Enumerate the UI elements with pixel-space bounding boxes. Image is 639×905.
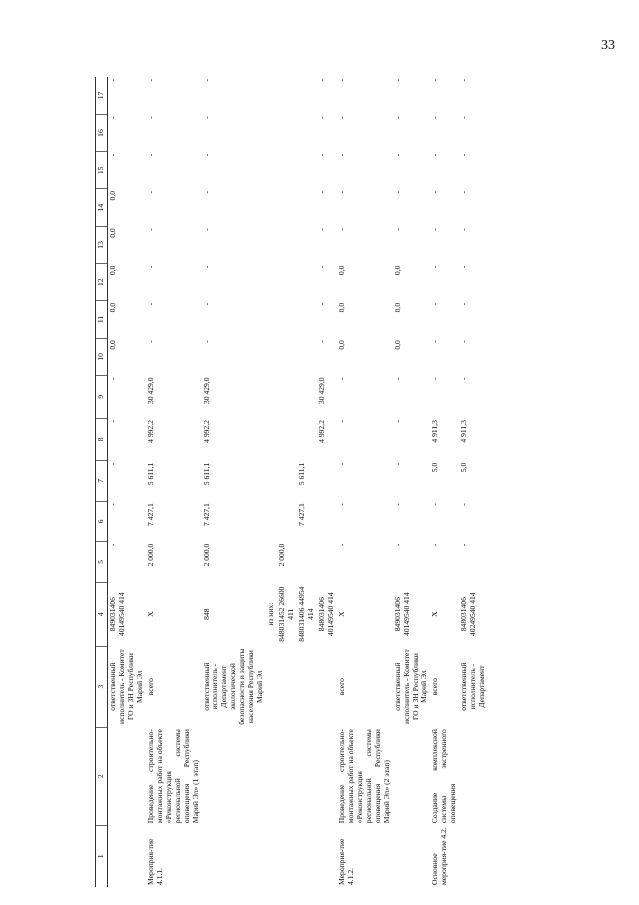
amount-cell: - xyxy=(201,116,211,119)
col-header: 1 xyxy=(96,825,108,887)
amount-cell xyxy=(297,542,317,583)
amount-cell: 5,0 xyxy=(459,462,469,473)
amount-cell: 0,0 xyxy=(336,302,346,313)
amount-cell: 0,0 xyxy=(108,302,117,313)
col-header: 15 xyxy=(96,152,108,189)
amount-cell: - xyxy=(201,228,211,231)
event-code-cell xyxy=(202,825,267,887)
amount-cell: - xyxy=(392,228,402,231)
amount-cell: - xyxy=(108,153,117,157)
event-name-cell: Проведение строительно-монтажных работ на объекте «Реконструкция региональной системы оповещения Республики Марий Эл» (1 этап) xyxy=(145,729,200,824)
amount-cell: 2 000,0 xyxy=(145,543,155,567)
amount-cell: - xyxy=(201,79,211,82)
budget-code-cell: 848 xyxy=(201,608,211,620)
col-header: 14 xyxy=(96,189,108,226)
page-number: 33 xyxy=(601,38,615,53)
amount-cell xyxy=(317,461,337,502)
amount-cell xyxy=(297,264,317,301)
amount-cell: - xyxy=(108,462,117,466)
amount-cell: 5,0 xyxy=(430,462,440,473)
amount-cell: - xyxy=(145,153,155,157)
amount-cell xyxy=(277,189,297,226)
amount-cell: - xyxy=(459,340,469,343)
amount-cell: - xyxy=(108,79,117,82)
amount-cell xyxy=(277,264,297,301)
amount-cell xyxy=(266,114,277,151)
amount-cell: 4 911,3 xyxy=(459,420,469,443)
col-header: 9 xyxy=(96,375,108,418)
amount-cell: - xyxy=(430,265,440,269)
amount-cell: - xyxy=(392,543,402,547)
budget-code-cell: 848031452 26600 411 xyxy=(277,586,296,642)
amount-cell xyxy=(266,77,277,114)
amount-cell: - xyxy=(201,340,211,343)
event-code-cell xyxy=(266,825,277,887)
amount-cell: - xyxy=(316,116,326,119)
amount-cell: - xyxy=(430,377,440,380)
amount-cell: - xyxy=(336,79,346,82)
amount-cell: - xyxy=(145,340,155,343)
amount-cell: - xyxy=(336,116,346,119)
amount-cell: - xyxy=(108,377,117,380)
amount-cell: 0,0 xyxy=(336,340,346,350)
table-body xyxy=(108,77,489,887)
col-header: 3 xyxy=(96,646,108,727)
executor-cell: ответственный исполнитель - Департамент xyxy=(459,662,487,711)
amount-cell: - xyxy=(145,302,155,306)
amount-cell: 4 992,2 xyxy=(201,420,211,443)
col-header: 12 xyxy=(96,264,108,301)
amount-cell: 5 611,1 xyxy=(297,462,307,486)
amount-cell: - xyxy=(430,302,440,306)
col-header: 8 xyxy=(96,418,108,461)
amount-cell: - xyxy=(459,265,469,269)
amount-cell: 2 000,0 xyxy=(277,543,287,567)
amount-cell: 2 000,0 xyxy=(201,543,211,567)
event-code-cell xyxy=(393,825,431,887)
budget-code-cell: из них: xyxy=(266,602,276,626)
amount-cell xyxy=(266,418,277,461)
amount-cell: - xyxy=(316,340,326,343)
amount-cell xyxy=(266,189,277,226)
amount-cell xyxy=(277,501,297,542)
rotated-table-sheet xyxy=(95,77,615,887)
amount-cell: 5 611,1 xyxy=(201,462,211,486)
amount-cell xyxy=(266,226,277,263)
amount-cell: 0,0 xyxy=(392,265,402,276)
amount-cell: - xyxy=(108,503,117,506)
amount-cell: - xyxy=(430,79,440,82)
amount-cell xyxy=(317,542,337,583)
amount-cell: - xyxy=(316,265,326,269)
amount-cell: - xyxy=(201,302,211,306)
amount-cell: - xyxy=(336,462,346,466)
executor-cell: всего xyxy=(336,678,346,696)
event-code-cell: Мероприя-тие 4.1.1. xyxy=(145,838,164,885)
amount-cell: - xyxy=(145,228,155,231)
amount-cell xyxy=(297,114,317,151)
amount-cell: - xyxy=(459,302,469,306)
table-row xyxy=(337,77,393,887)
amount-cell: - xyxy=(459,377,469,380)
event-name-cell xyxy=(266,727,277,825)
amount-cell: 7 427,1 xyxy=(201,503,211,526)
amount-cell xyxy=(266,338,277,375)
amount-cell: - xyxy=(392,153,402,157)
event-name-cell xyxy=(108,727,146,825)
amount-cell: - xyxy=(430,190,440,194)
amount-cell xyxy=(266,152,277,189)
amount-cell xyxy=(266,542,277,583)
executor-cell: всего xyxy=(145,678,155,696)
amount-cell: 0,0 xyxy=(108,340,117,350)
table-row xyxy=(277,77,297,887)
table-row xyxy=(393,77,431,887)
amount-cell xyxy=(266,375,277,418)
amount-cell: 4 992,2 xyxy=(316,420,326,443)
amount-cell: - xyxy=(392,116,402,119)
event-code-cell xyxy=(108,825,146,887)
amount-cell: - xyxy=(430,340,440,343)
budget-code-cell: 849031406 40149540 414 xyxy=(108,592,126,637)
amount-cell xyxy=(297,301,317,338)
amount-cell: - xyxy=(108,543,117,547)
amount-cell: - xyxy=(316,153,326,157)
amount-cell xyxy=(297,338,317,375)
amount-cell: - xyxy=(145,265,155,269)
amount-cell: - xyxy=(430,116,440,119)
amount-cell xyxy=(266,501,277,542)
table-row xyxy=(202,77,267,887)
amount-cell: - xyxy=(336,377,346,380)
amount-cell: - xyxy=(336,543,346,547)
event-name-cell xyxy=(202,727,267,825)
amount-cell: - xyxy=(108,116,117,119)
executor-cell: ответственный исполнитель - Комитет ГО и ЗН Республики Марий Эл xyxy=(392,649,429,724)
budget-code-cell: Х xyxy=(430,611,440,617)
column-number-header xyxy=(96,77,108,887)
amount-cell: - xyxy=(145,116,155,119)
amount-cell: - xyxy=(459,190,469,194)
amount-cell xyxy=(277,77,297,114)
executor-cell xyxy=(277,646,297,727)
col-header: 10 xyxy=(96,338,108,375)
amount-cell: 0,0 xyxy=(108,265,117,276)
amount-cell xyxy=(297,226,317,263)
amount-cell: 30 429,0 xyxy=(316,377,326,405)
amount-cell xyxy=(317,501,337,542)
amount-cell: 0,0 xyxy=(108,190,117,201)
amount-cell xyxy=(277,418,297,461)
col-header: 16 xyxy=(96,114,108,151)
amount-cell: 7 427,1 xyxy=(145,503,155,526)
amount-cell: - xyxy=(201,153,211,157)
amount-cell: - xyxy=(316,228,326,231)
col-header: 13 xyxy=(96,226,108,263)
budget-code-cell: 848031406 40149540 414 xyxy=(316,592,335,637)
amount-cell xyxy=(277,338,297,375)
col-header: 4 xyxy=(96,582,108,646)
amount-cell: - xyxy=(459,79,469,82)
amount-cell: - xyxy=(459,543,469,547)
amount-cell: - xyxy=(430,153,440,157)
amount-cell: - xyxy=(336,420,346,423)
table-row xyxy=(266,77,277,887)
amount-cell: - xyxy=(201,190,211,194)
table-row xyxy=(108,77,146,887)
amount-cell xyxy=(277,301,297,338)
amount-cell: - xyxy=(392,79,402,82)
event-name-cell: Создание комплексной системы экстренного оповещения xyxy=(430,729,458,824)
amount-cell: 4 992,2 xyxy=(145,420,155,443)
col-header: 11 xyxy=(96,301,108,338)
amount-cell: 4 911,3 xyxy=(430,420,440,443)
amount-cell: - xyxy=(430,503,440,506)
amount-cell: 30 429,0 xyxy=(201,377,211,405)
amount-cell: - xyxy=(430,228,440,231)
amount-cell: - xyxy=(336,228,346,231)
amount-cell: - xyxy=(316,302,326,306)
amount-cell: 0,0 xyxy=(108,228,117,238)
amount-cell: 5 611,1 xyxy=(145,462,155,486)
amount-cell: 0,0 xyxy=(336,265,346,276)
event-name-cell: Проведение строительно-монтажных работ на объекте «Реконструкция региональной системы оповещения Республики Марий Эл» (2 этап) xyxy=(336,729,391,824)
amount-cell: - xyxy=(459,503,469,506)
event-name-cell xyxy=(277,727,297,825)
executor-cell: всего xyxy=(430,678,440,696)
amount-cell xyxy=(277,461,297,502)
amount-cell: 30 429,0 xyxy=(145,377,155,405)
budget-code-cell: Х xyxy=(145,611,155,617)
amount-cell: 7 427,1 xyxy=(297,503,307,526)
executor-cell xyxy=(266,646,277,727)
amount-cell: - xyxy=(201,265,211,269)
event-code-cell: Мероприя-тие 4.1.2. xyxy=(336,838,355,885)
col-header: 2 xyxy=(96,727,108,825)
amount-cell xyxy=(277,375,297,418)
event-code-cell xyxy=(277,825,297,887)
event-name-cell xyxy=(297,727,317,825)
amount-cell: - xyxy=(392,420,402,423)
amount-cell: - xyxy=(392,377,402,380)
col-header: 5 xyxy=(96,542,108,583)
amount-cell: - xyxy=(459,228,469,231)
amount-cell: - xyxy=(392,462,402,466)
table-row xyxy=(317,77,337,887)
amount-cell: - xyxy=(316,79,326,82)
executor-cell: ответственный исполнитель - Департамент экологической безопасности и защиты населения Республики Марий Эл xyxy=(201,648,265,725)
budget-code-cell: 848031406 44954 414 xyxy=(297,586,316,642)
amount-cell: - xyxy=(392,190,402,194)
table-row xyxy=(146,77,202,887)
budget-code-cell: 849031406 40149540 414 xyxy=(392,592,411,637)
amount-cell xyxy=(277,114,297,151)
budget-code-cell: Х xyxy=(336,611,346,617)
amount-cell xyxy=(297,375,317,418)
event-name-cell xyxy=(317,727,337,825)
amount-cell: - xyxy=(430,543,440,547)
event-code-cell xyxy=(317,825,337,887)
amount-cell xyxy=(297,189,317,226)
event-name-cell xyxy=(459,727,488,825)
amount-cell xyxy=(277,152,297,189)
budget-table xyxy=(95,77,488,887)
amount-cell: - xyxy=(316,190,326,194)
amount-cell xyxy=(266,461,277,502)
executor-cell xyxy=(297,646,317,727)
amount-cell: - xyxy=(145,79,155,82)
col-header: 6 xyxy=(96,501,108,542)
amount-cell: - xyxy=(108,420,117,423)
amount-cell: - xyxy=(145,190,155,194)
amount-cell: - xyxy=(336,153,346,157)
amount-cell: 0,0 xyxy=(392,302,402,313)
amount-cell xyxy=(297,418,317,461)
executor-cell xyxy=(317,646,337,727)
event-name-cell xyxy=(393,727,431,825)
amount-cell: - xyxy=(459,116,469,119)
amount-cell: 0,0 xyxy=(392,340,402,350)
col-header: 7 xyxy=(96,461,108,502)
amount-cell: - xyxy=(336,503,346,506)
table-row xyxy=(459,77,488,887)
executor-cell: ответственный исполнитель - Комитет ГО и ЗН Республики Марий Эл xyxy=(108,649,144,724)
event-code-cell xyxy=(297,825,317,887)
event-code-cell xyxy=(459,825,488,887)
amount-cell xyxy=(277,226,297,263)
amount-cell xyxy=(297,152,317,189)
amount-cell: - xyxy=(392,503,402,506)
amount-cell xyxy=(266,264,277,301)
col-header: 17 xyxy=(96,77,108,114)
amount-cell: - xyxy=(336,190,346,194)
amount-cell xyxy=(266,301,277,338)
table-row xyxy=(297,77,317,887)
budget-code-cell: 848031406 40249540 414 xyxy=(459,592,478,637)
event-code-cell: Основное мероприя-тие 4.2. xyxy=(430,827,449,885)
amount-cell: - xyxy=(459,153,469,157)
table-row xyxy=(430,77,459,887)
amount-cell xyxy=(297,77,317,114)
